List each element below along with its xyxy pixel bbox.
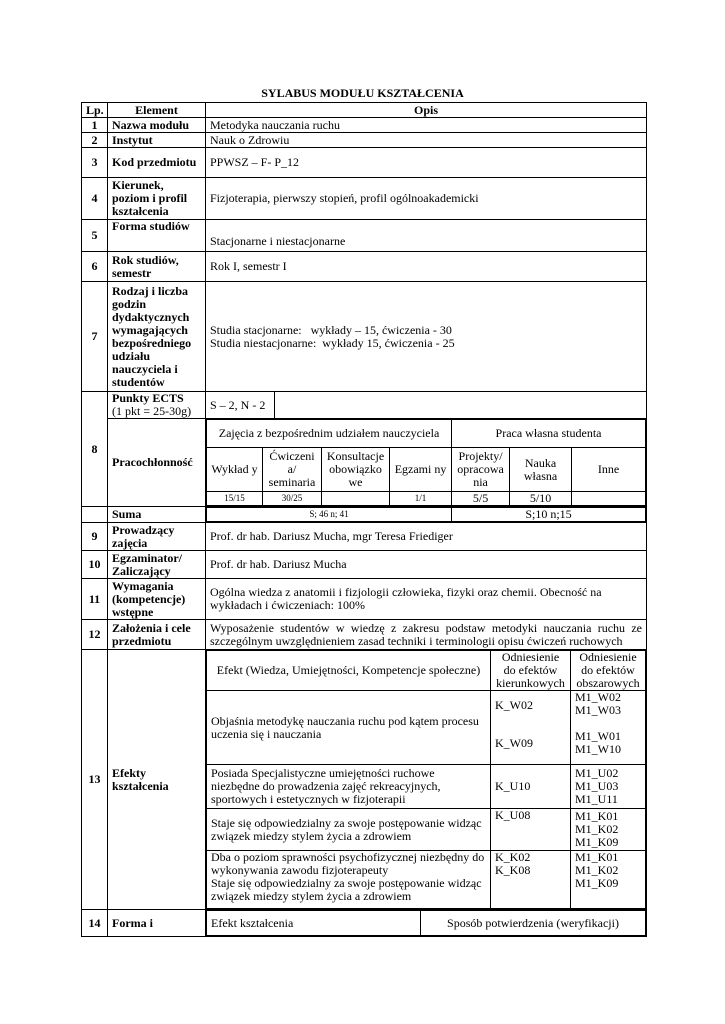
column-header: Konsultacje obowiązko we xyxy=(322,448,390,492)
ects-value: S – 2, N - 2 xyxy=(210,392,275,418)
table-row xyxy=(82,551,647,579)
hours-line: Studia niestacjonarne: wykłady 15, ćwiczenia - 25 xyxy=(210,335,455,350)
row-number: 9 xyxy=(82,523,108,551)
element-label: Kierunek, poziom i profil kształcenia xyxy=(108,178,206,220)
row-number: 2 xyxy=(82,133,108,148)
row-number: 10 xyxy=(82,551,108,579)
element-value: Prof. dr hab. Dariusz Mucha, mgr Teresa Friediger xyxy=(206,523,647,551)
sum-own: S;10 n;15 xyxy=(452,508,646,522)
column-header: Egzami ny xyxy=(390,448,452,492)
row-number: 7 xyxy=(82,282,108,392)
row-number: 12 xyxy=(82,620,108,650)
area-code: M1_K02 xyxy=(575,863,619,877)
column-header: Nauka własna xyxy=(510,448,572,492)
verification-table xyxy=(206,910,646,936)
sum-label: Suma xyxy=(108,507,206,523)
effect-text: Staje się odpowiedzialny za swoje postępowanie widząc związek miedzy stylem życia a zdrowiem xyxy=(211,876,482,903)
workload-label: Pracochłonność xyxy=(108,419,206,507)
row-number: 3 xyxy=(82,148,108,178)
row-number: 11 xyxy=(82,579,108,620)
table-row xyxy=(82,620,647,650)
row-number: 14 xyxy=(82,910,108,937)
own-work-header: Praca własna studenta xyxy=(452,420,646,448)
hours-cell: 30/25 xyxy=(263,492,322,506)
table-row xyxy=(82,178,647,220)
ects-label: Punkty ECTS xyxy=(112,391,184,405)
hours-cell: 1/1 xyxy=(390,492,452,506)
table-header-row xyxy=(82,103,647,118)
hours-cell: 5/5 xyxy=(452,492,510,506)
direction-code: K_U08 xyxy=(491,809,571,851)
sum-table xyxy=(206,507,646,522)
direction-code: K_W02 xyxy=(495,698,533,712)
area-code: M1_W10 xyxy=(575,742,621,756)
area-code: M1_K01 xyxy=(575,809,619,823)
element-label: Egzaminator/ Zaliczający xyxy=(108,551,206,579)
page-title: SYLABUS MODUŁU KSZTAŁCENIA xyxy=(261,86,464,100)
effects-grid xyxy=(206,650,647,910)
column-header: Wykład y xyxy=(207,448,263,492)
row-number: 6 xyxy=(82,252,108,282)
table-row xyxy=(82,118,647,133)
area-code: M1_U11 xyxy=(575,792,618,806)
row-number: 13 xyxy=(82,650,108,910)
table-row xyxy=(82,282,647,392)
effect-text: Staje się odpowiedzialny za swoje postępowanie widząc związek miedzy stylem życia a zdrowiem xyxy=(207,809,491,851)
area-code: M1_W02 xyxy=(575,690,621,704)
header-lp: Lp. xyxy=(82,103,108,118)
element-label: Nazwa modułu xyxy=(108,118,206,133)
element-value: Wyposażenie studentów w wiedzę z zakresu podstaw metodyki nauczania ruchu ze szczególnym uwzględnieniem zasad techniki i terminologii opisu ćwiczeń ruchowych xyxy=(206,620,647,650)
area-code: M1_W01 xyxy=(575,729,621,743)
element-value: Metodyka nauczania ruchu xyxy=(206,118,647,133)
table-row xyxy=(82,507,647,523)
workload-grid xyxy=(206,419,647,507)
element-label: Założenia i cele przedmiotu xyxy=(108,620,206,650)
area-code: M1_W03 xyxy=(575,703,621,717)
element-value: Prof. dr hab. Dariusz Mucha xyxy=(206,551,647,579)
direction-header: Odniesienie do efektów kierunkowych xyxy=(491,651,571,691)
hours-cell: 5/10 xyxy=(510,492,572,506)
table-row xyxy=(82,252,647,282)
element-value: Nauk o Zdrowiu xyxy=(206,133,647,148)
table-row xyxy=(82,220,647,252)
hours-line: Studia stacjonarne: wykłady – 15, ćwiczenia - 30 xyxy=(210,322,452,337)
element-value xyxy=(206,282,647,392)
element-label: Rok studiów, semestr xyxy=(108,252,206,282)
row-number: 5 xyxy=(82,220,108,252)
header-opis: Opis xyxy=(206,103,647,118)
effects-header: Efekt (Wiedza, Umiejętności, Kompetencje społeczne) xyxy=(207,651,491,691)
direction-code: K_W09 xyxy=(495,736,533,750)
element-label: Forma studiów xyxy=(108,220,206,252)
table-row xyxy=(82,523,647,551)
hours-cell xyxy=(322,492,390,506)
column-header: Ćwiczeni a/ seminaria xyxy=(263,448,322,492)
ects-sub: (1 pkt = 25-30g) xyxy=(112,404,192,418)
row-number: 1 xyxy=(82,118,108,133)
table-row xyxy=(82,650,647,910)
effect-text: Objaśnia metodykę nauczania ruchu pod kątem procesu uczenia się i nauczania xyxy=(207,691,491,765)
row-number: 4 xyxy=(82,178,108,220)
area-code: M1_U03 xyxy=(575,779,619,793)
element-value: Rok I, semestr I xyxy=(206,252,647,282)
verification-column-header: Sposób potwierdzenia (weryfikacji) xyxy=(421,911,646,936)
table-row xyxy=(82,133,647,148)
workload-table xyxy=(206,419,646,506)
element-value: PPWSZ – F- P_12 xyxy=(206,148,647,178)
element-value xyxy=(206,392,647,419)
sum-direct: S; 46 n; 41 xyxy=(207,508,452,522)
element-label: Rodzaj i liczba godzin dydaktycznych wymagających bezpośredniego udziału nauczyciela i studentów xyxy=(108,282,206,392)
direction-code: K_K08 xyxy=(495,863,531,877)
area-code: M1_U02 xyxy=(575,766,619,780)
element-label: Wymagania (kompetencje) wstępne xyxy=(108,579,206,620)
effect-text: Posiada Specjalistyczne umiejętności ruchowe niezbędne do prowadzenia zajęć rekreacyjnych, sportowych i estetycznych w fizjoterapii xyxy=(207,765,491,809)
element-value: Fizjoterapia, pierwszy stopień, profil ogólnoakademicki xyxy=(206,178,647,220)
element-label: Prowadzący zajęcia xyxy=(108,523,206,551)
table-row xyxy=(82,148,647,178)
hours-cell xyxy=(572,492,646,506)
effect-column-header: Efekt kształcenia xyxy=(207,911,421,936)
header-element: Element xyxy=(108,103,206,118)
area-code: M1_K09 xyxy=(575,835,619,849)
area-code: M1_K09 xyxy=(575,876,619,890)
syllabus-table xyxy=(81,102,647,937)
row-number: 8 xyxy=(82,392,108,507)
direct-header: Zajęcia z bezpośrednim udziałem nauczyciela xyxy=(207,420,452,448)
hours-cell: 15/15 xyxy=(207,492,263,506)
table-row xyxy=(82,579,647,620)
direction-code: K_U10 xyxy=(491,765,571,809)
element-value: Ogólna wiedza z anatomii i fizjologii człowieka, fizyki oraz chemii. Obecność na wykładach i ćwiczeniach: 100% xyxy=(206,579,647,620)
direction-code: K_K02 xyxy=(495,850,531,864)
area-code: M1_K01 xyxy=(575,850,619,864)
area-header: Odniesienie do efektów obszarowych xyxy=(571,651,646,691)
element-label: Forma i xyxy=(108,910,206,937)
area-code: M1_K02 xyxy=(575,822,619,836)
table-row xyxy=(82,419,647,507)
element-label: Efekty kształcenia xyxy=(108,650,206,910)
table-row xyxy=(82,392,647,419)
effects-table xyxy=(206,650,646,909)
effect-text: Dba o poziom sprawności psychofizycznej niezbędny do wykonywania zawodu fizjoterapeuty xyxy=(211,850,485,877)
column-header: Projekty/ opracowa nia xyxy=(452,448,510,492)
element-label xyxy=(108,392,206,419)
element-label: Instytut xyxy=(108,133,206,148)
element-label: Kod przedmiotu xyxy=(108,148,206,178)
table-row xyxy=(82,910,647,937)
column-header: Inne xyxy=(572,448,646,492)
element-value: Stacjonarne i niestacjonarne xyxy=(206,220,647,252)
